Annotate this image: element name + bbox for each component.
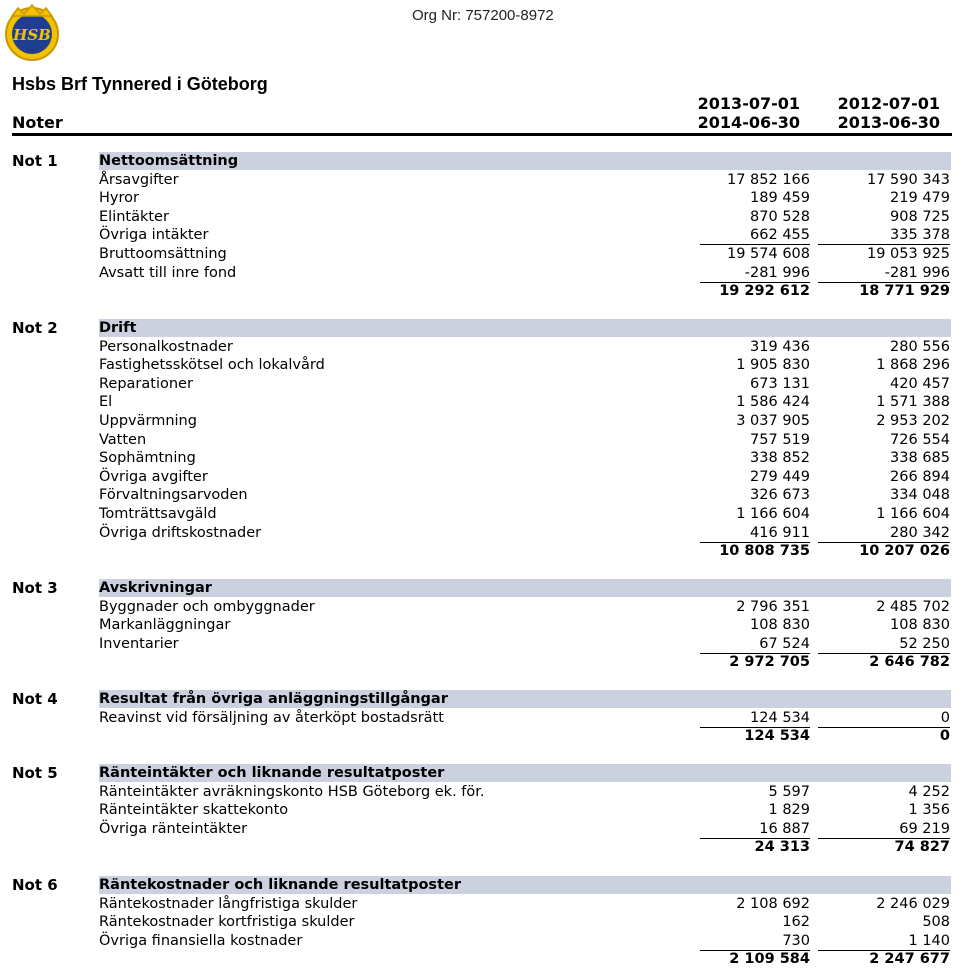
- current-year-value: 189 459: [750, 190, 810, 207]
- prior-year-total: 18 771 929: [859, 283, 950, 300]
- note-title: Resultat från övriga anläggningstillgångar: [99, 691, 448, 707]
- current-year-value: 870 528: [750, 208, 810, 225]
- line-label: Reavinst vid försäljning av återköpt bostadsrätt: [99, 709, 444, 726]
- note-total: [0, 838, 960, 856]
- note-title-bar: [99, 764, 951, 782]
- prior-year-value: 1 140: [818, 932, 950, 951]
- prior-year-value: 334 048: [890, 487, 950, 504]
- current-year-value: 162: [782, 914, 810, 931]
- notes-heading: Noter: [12, 113, 63, 132]
- note-line-item: [0, 709, 960, 727]
- note-line-item: [0, 171, 960, 189]
- line-label: Ränteintäkter avräkningskonto HSB Göteborg ek. för.: [99, 783, 485, 800]
- note-line-item: [0, 356, 960, 374]
- current-year-value: 338 852: [750, 450, 810, 467]
- line-label: Övriga driftskostnader: [99, 524, 262, 541]
- prior-year-total: 2 646 782: [869, 654, 950, 671]
- period2-start: 2012-07-01: [837, 94, 940, 113]
- current-year-value: 5 597: [768, 783, 810, 800]
- current-year-value: 319 436: [750, 338, 810, 355]
- note-line-item: [0, 801, 960, 819]
- prior-year-value: 2 485 702: [876, 598, 950, 615]
- prior-year-value: 280 556: [890, 338, 950, 355]
- current-year-value: 108 830: [750, 617, 810, 634]
- note-line-item: [0, 486, 960, 504]
- current-year-value: -281 996: [700, 264, 810, 283]
- prior-year-value: 1 571 388: [876, 394, 950, 411]
- note-number: Not 5: [12, 764, 58, 782]
- line-label: Personalkostnader: [99, 338, 233, 355]
- note-title-bar: [99, 319, 951, 337]
- current-year-value: 757 519: [750, 431, 810, 448]
- note-title: Avskrivningar: [99, 580, 212, 596]
- note-line-item: [0, 375, 960, 393]
- current-year-total: 24 313: [754, 839, 810, 856]
- current-year-value: 1 586 424: [736, 394, 810, 411]
- prior-year-value: 108 830: [890, 617, 950, 634]
- current-year-total: 124 534: [744, 728, 810, 745]
- hsb-logo: [2, 2, 62, 62]
- prior-year-value: 219 479: [890, 190, 950, 207]
- current-year-total: 2 972 705: [729, 654, 810, 671]
- period2-end: 2013-06-30: [837, 113, 940, 132]
- line-label: Uppvärmning: [99, 413, 197, 429]
- company-name: Hsbs Brf Tynnered i Göteborg: [12, 74, 268, 94]
- line-label: Tomträttsavgäld: [99, 506, 217, 522]
- current-year-value: 1 905 830: [736, 357, 810, 374]
- line-label: Inventarier: [99, 635, 179, 652]
- note-line-item: [0, 208, 960, 226]
- note-line-item: [0, 783, 960, 801]
- prior-year-value: 2 246 029: [876, 895, 950, 912]
- note-line-item: [0, 598, 960, 616]
- note-total: [0, 282, 960, 300]
- note-number: Not 2: [12, 319, 58, 337]
- note-line-item: [0, 820, 960, 838]
- prior-year-value: 280 342: [818, 524, 950, 543]
- current-year-value: 16 887: [700, 820, 810, 839]
- current-year-value: 1 829: [768, 802, 810, 819]
- prior-year-value: -281 996: [818, 264, 950, 283]
- note-total: [0, 950, 960, 968]
- current-year-total: 19 292 612: [719, 283, 810, 300]
- period1-end: 2014-06-30: [697, 113, 800, 132]
- line-label: Övriga finansiella kostnader: [99, 932, 303, 949]
- period1-start: 2013-07-01: [697, 94, 800, 113]
- note-line-item: [0, 913, 960, 931]
- line-label: Årsavgifter: [99, 171, 179, 188]
- current-year-value: 1 166 604: [736, 506, 810, 522]
- header-rule: [12, 133, 952, 136]
- note-title: Räntekostnader och liknande resultatposter: [99, 877, 461, 893]
- prior-year-value: 19 053 925: [866, 246, 950, 262]
- note-title: Drift: [99, 320, 137, 336]
- note-number: Not 1: [12, 152, 58, 170]
- svg-text:HSB: HSB: [13, 26, 51, 44]
- note-line-item: [0, 189, 960, 207]
- current-year-value: 279 449: [750, 468, 810, 485]
- note-line-item: [0, 431, 960, 449]
- line-label: Markanläggningar: [99, 617, 231, 634]
- note-number: Not 6: [12, 876, 58, 894]
- prior-year-value: 266 894: [890, 468, 950, 485]
- prior-year-value: 1 356: [908, 802, 950, 819]
- line-label: Byggnader och ombyggnader: [99, 598, 315, 615]
- note-number: Not 4: [12, 690, 58, 708]
- note-line-item: [0, 635, 960, 653]
- current-year-value: 326 673: [750, 487, 810, 504]
- line-label: Räntekostnader kortfristiga skulder: [99, 914, 355, 931]
- prior-year-total: 2 247 677: [869, 951, 950, 968]
- line-label: Reparationer: [99, 375, 193, 392]
- prior-year-total: 10 207 026: [859, 543, 950, 560]
- note-title-bar: [99, 579, 951, 597]
- line-label: Hyror: [99, 190, 139, 207]
- note-title-bar: [99, 876, 951, 894]
- prior-year-value: 69 219: [818, 820, 950, 839]
- current-year-value: 673 131: [750, 375, 810, 392]
- note-title: Ränteintäkter och liknande resultatposter: [99, 765, 445, 781]
- current-year-value: 2 108 692: [736, 895, 810, 912]
- prior-year-total: 0: [939, 728, 950, 745]
- note-line-item: [0, 226, 960, 244]
- line-label: Övriga avgifter: [99, 468, 208, 485]
- line-label: Övriga intäkter: [99, 227, 209, 244]
- line-label: Avsatt till inre fond: [99, 264, 237, 281]
- line-label: Förvaltningsarvoden: [99, 487, 248, 504]
- current-year-value: 730: [700, 932, 810, 951]
- note-line-item: [0, 932, 960, 950]
- prior-year-value: 4 252: [908, 783, 950, 800]
- note-title-bar: [99, 690, 951, 708]
- current-year-value: 2 796 351: [736, 598, 810, 615]
- prior-year-value: 726 554: [890, 431, 950, 448]
- current-year-value: 124 534: [700, 709, 810, 728]
- note-line-item: [0, 468, 960, 486]
- line-label: Bruttoomsättning: [99, 246, 227, 262]
- note-line-item: [0, 449, 960, 467]
- org-number: Org Nr: 757200-8972: [412, 7, 554, 24]
- prior-year-value: 908 725: [890, 208, 950, 225]
- note-total: [0, 542, 960, 560]
- line-label: Sophämtning: [99, 450, 196, 467]
- note-line-item: [0, 393, 960, 411]
- line-label: El: [99, 394, 113, 411]
- note-line-item: [0, 264, 960, 282]
- line-label: Ränteintäkter skattekonto: [99, 802, 289, 819]
- line-label: Elintäkter: [99, 208, 169, 225]
- line-label: Vatten: [99, 431, 147, 448]
- note-line-item: [0, 245, 960, 263]
- prior-year-value: 508: [922, 914, 950, 931]
- note-line-item: [0, 338, 960, 356]
- note-line-item: [0, 412, 960, 430]
- current-year-value: 662 455: [700, 226, 810, 245]
- note-line-item: [0, 505, 960, 523]
- current-year-total: 10 808 735: [719, 543, 810, 560]
- prior-year-value: 335 378: [818, 226, 950, 245]
- current-year-value: 19 574 608: [726, 246, 810, 262]
- note-line-item: [0, 616, 960, 634]
- current-year-value: 67 524: [700, 635, 810, 654]
- note-number: Not 3: [12, 579, 58, 597]
- line-label: Räntekostnader långfristiga skulder: [99, 895, 358, 912]
- current-year-value: 416 911: [700, 524, 810, 543]
- prior-year-value: 17 590 343: [866, 171, 950, 188]
- prior-year-value: 1 166 604: [876, 506, 950, 522]
- current-year-value: 3 037 905: [736, 413, 810, 429]
- line-label: Övriga ränteintäkter: [99, 820, 248, 837]
- prior-year-total: 74 827: [894, 839, 950, 856]
- note-title: Nettoomsättning: [99, 153, 239, 169]
- prior-year-value: 52 250: [818, 635, 950, 654]
- current-year-total: 2 109 584: [729, 951, 810, 968]
- prior-year-value: 338 685: [890, 450, 950, 467]
- line-label: Fastighetsskötsel och lokalvård: [99, 357, 325, 374]
- prior-year-value: 2 953 202: [876, 413, 950, 429]
- prior-year-value: 420 457: [890, 375, 950, 392]
- note-line-item: [0, 895, 960, 913]
- note-line-item: [0, 524, 960, 542]
- note-total: [0, 727, 960, 745]
- note-total: [0, 653, 960, 671]
- note-title-bar: [99, 152, 951, 170]
- prior-year-value: 1 868 296: [876, 357, 950, 374]
- current-year-value: 17 852 166: [726, 171, 810, 188]
- prior-year-value: 0: [818, 709, 950, 728]
